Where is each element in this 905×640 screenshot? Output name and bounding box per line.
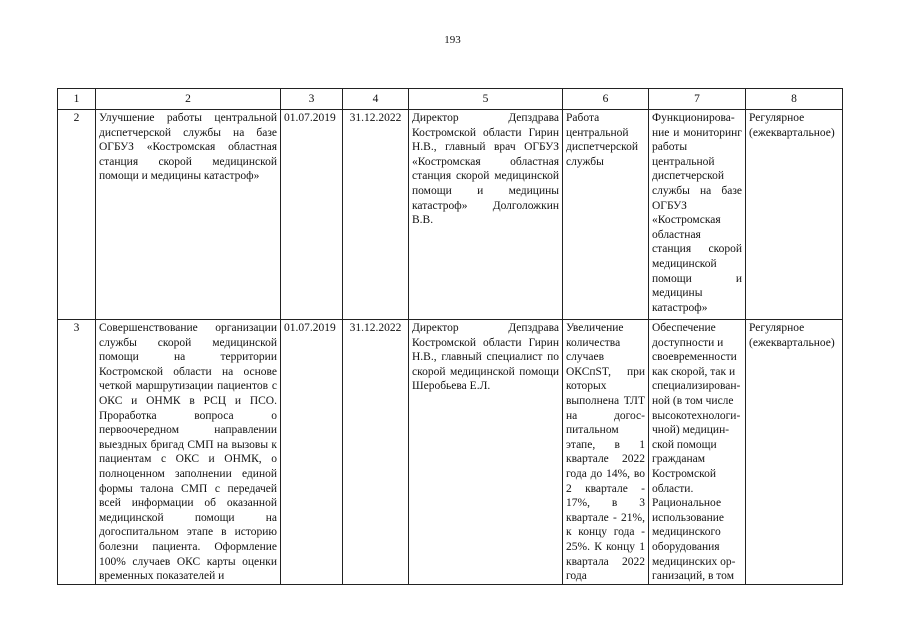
header-row xyxy=(58,89,843,110)
col-header-5: 5 xyxy=(409,89,563,110)
control-type: Регулярное (ежеквартальное) xyxy=(746,110,843,320)
row-number: 3 xyxy=(58,320,96,585)
expected-result: Увеличение количества случаев ОКСпST, при которых выполнена ТЛТ на догоспитальном этапе, в 1 квартале 2022 года до 14%, во 2 квартале - 17%, в 3 квартале - 21%, к концу года - 25%. К концу 1 квартала 2022 года xyxy=(563,320,649,585)
expected-result: Работа центральной диспетчерской службы xyxy=(563,110,649,320)
end-date: 31.12.2022 xyxy=(343,110,409,320)
page-number: 193 xyxy=(444,34,461,46)
responsible-person: Директор Депздрава Костромской области Гирин Н.В., главный врач ОГБУЗ «Костромская областная станция скорой медицинской помощи и медицины катастроф» Долголожкин В.В. xyxy=(409,110,563,320)
start-date: 01.07.2019 xyxy=(281,110,343,320)
col-header-8: 8 xyxy=(746,89,843,110)
col-header-4: 4 xyxy=(343,89,409,110)
table-row xyxy=(58,320,843,585)
row-number: 2 xyxy=(58,110,96,320)
col-header-3: 3 xyxy=(281,89,343,110)
control-type: Регулярное (ежеквартальное) xyxy=(746,320,843,585)
start-date: 01.07.2019 xyxy=(281,320,343,585)
measure-description: Совершенствование организации службы скорой медицинской помощи на территории Костромской области на основе четкой маршрутизации пациентов с ОКС и ОНМК в РСЦ и ПСО. Проработка вопроса о первоочередном направлении выездных бригад СМП на вызовы к пациентам с ОКС и ОНМК, о полноценном заполнении единой формы талона СМП с передачей всей информации об оказанной медицинской помощи на догоспитальном этапе в историю болезни пациента. Оформление 100% случаев ОКС карты оценки временных показателей и xyxy=(96,320,281,585)
plan-table xyxy=(57,88,843,585)
result-characteristic: Обеспечение доступности и своевременности как скорой, так и специализированной (в том числе высокотехнологичной) медицинской помощи гражданам Костромской области. Рациональное использование медицинского оборудования медицинских организаций, в том xyxy=(649,320,746,585)
col-header-6: 6 xyxy=(563,89,649,110)
result-characteristic: Функционирование и мониторинг работы центральной диспетчерской службы на базе ОГБУЗ «Костромская областная станция скорой медицинской помощи и медицины катастроф» xyxy=(649,110,746,320)
responsible-person: Директор Депздрава Костромской области Гирин Н.В., главный специалист по скорой медицинской помощи Шеробьева Е.Л. xyxy=(409,320,563,585)
col-header-7: 7 xyxy=(649,89,746,110)
measure-description: Улучшение работы центральной диспетчерской службы на базе ОГБУЗ «Костромская областная станция скорой медицинской помощи и медицины катастроф» xyxy=(96,110,281,320)
end-date: 31.12.2022 xyxy=(343,320,409,585)
table-row xyxy=(58,110,843,320)
col-header-1: 1 xyxy=(58,89,96,110)
col-header-2: 2 xyxy=(96,89,281,110)
